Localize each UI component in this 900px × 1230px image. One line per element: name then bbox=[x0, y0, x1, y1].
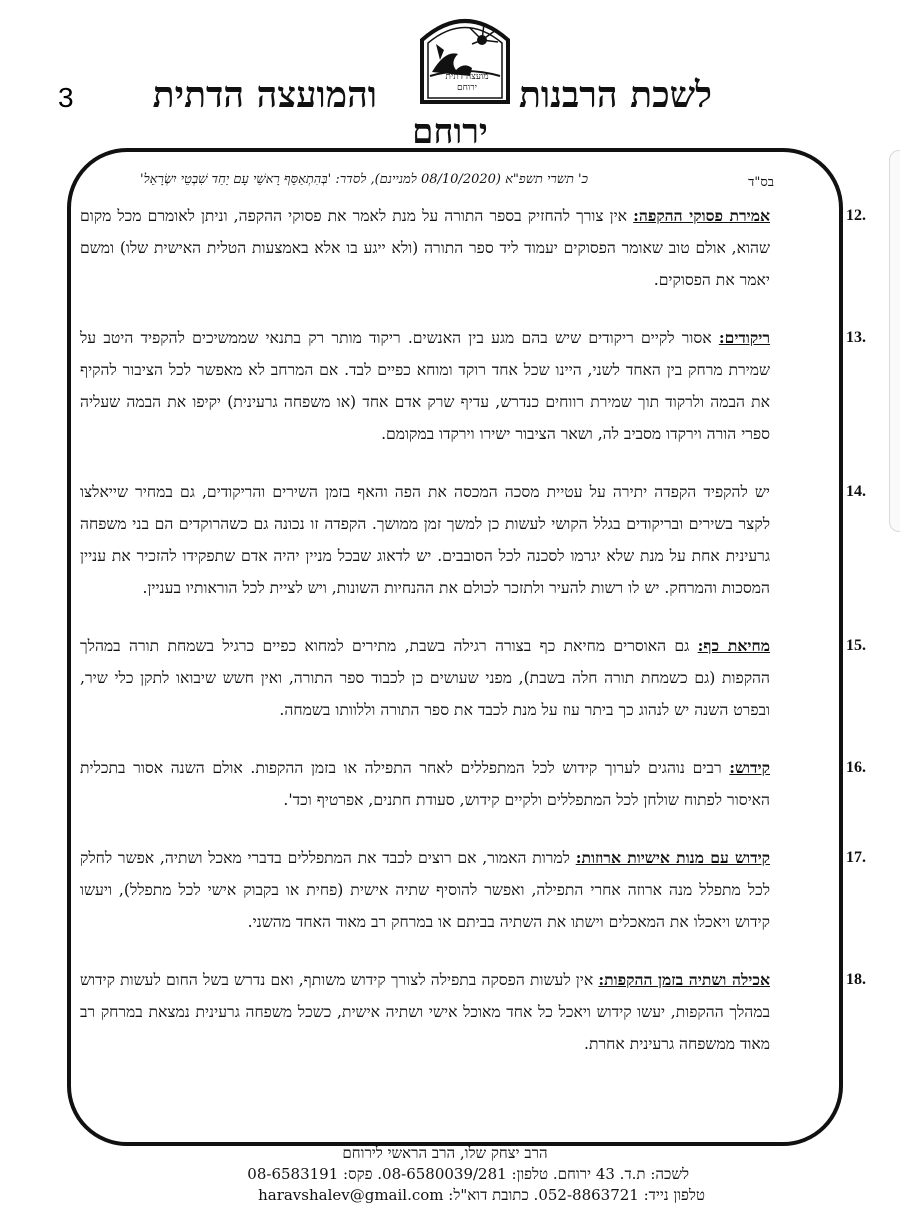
page-number: 3 bbox=[58, 82, 74, 113]
dateline: כ' תשרי תשפ"א (08/10/2020 למניינם), לסדר: 'בְּהִתְאַסֵּף רָאשֵׁי עָם יַחַד שִׁבְטֵי יִשְׂרָאֵל' bbox=[140, 172, 588, 187]
clause-text: למרות האמור, אם רוצים לכבד את המתפללים בדברי מאכל ושתיה, אפשר לחלק לכל מתפלל מנה ארוזה אחרי התפילה, ואפשר להוסיף שתיה אישית (פחית או בקבוק אישי לכל מתפלל), ויעשו קידוש ויאכלו את המאכלים וישתו את השתיה בביתם או במרחק רב מאוד האחד מהשני. bbox=[80, 849, 770, 931]
clause-text: אין צורך להחזיק בספר התורה על מנת לאמר את פסוקי ההקפה, וניתן לאומרם מכל מקום שהוא, אולם טוב שאומר הפסוקים יעמוד ליד ספר התורה (ולא ייגע בו אלא באמצעות הטלית האישית שלו) ומשם יאמר את הפסוקים. bbox=[80, 207, 770, 289]
letterhead-title-left: והמועצה הדתית bbox=[152, 74, 377, 116]
clause-text: גם האוסרים מחיאת כף בצורה רגילה בשבת, מתירים למחוא כפיים כרגיל בשמחת תורה במהלך ההקפות (גם כשמחת תורה חלה בשבת), מפני שעושים כן לכבוד ספר התורה, ואין חשש שיבואו לתקן כלי שיר, ובפרט השנה יש לנהוג כך ביתר עוז על מנת לכבד את ספר התורה וללוותו בשמחה. bbox=[80, 637, 770, 719]
footer-signature: הרב יצחק שלו, הרב הראשי לירוחם bbox=[342, 1144, 548, 1162]
clause-17 bbox=[80, 842, 866, 938]
clause-number: 15. bbox=[846, 637, 866, 654]
council-emblem-icon bbox=[410, 10, 520, 110]
clause-18 bbox=[80, 964, 866, 1060]
clause-heading: מחיאת כף: bbox=[697, 636, 770, 655]
clause-heading: קידוש עם מנות אישיות ארוזות: bbox=[575, 848, 771, 867]
clause-heading: אמירת פסוקי ההקפה: bbox=[633, 206, 770, 225]
clause-heading: ריקודים: bbox=[718, 328, 770, 347]
clause-number: 12. bbox=[846, 207, 866, 224]
clause-text: רבים נוהגים לערוך קידוש לכל המתפללים לאחר התפילה או בזמן ההקפות. אולם השנה אסור בתכלית האיסור לפתוח שולחן לכל המתפללים ולקיים קידוש, סעודת חתנים, אפרטיף וכד'. bbox=[80, 759, 770, 809]
clause-text: אין לעשות הפסקה בתפילה לצורך קידוש משותף, ואם נדרש בשל החום לעשות קידוש במהלך ההקפות, יעשו קידוש ויאכל כל אחד מאוכל אישי ושתיה אישית, כשכל משפחה גרעינית נמצאת במרחק רב מאוד ממשפחה גרעינית אחרת. bbox=[80, 971, 770, 1053]
letterhead-city: ירוחם bbox=[412, 112, 488, 152]
clause-number: 16. bbox=[846, 759, 866, 776]
letterhead-title-right: לשכת הרבנות bbox=[518, 74, 712, 116]
clause-12 bbox=[80, 200, 866, 296]
clause-number: 18. bbox=[846, 971, 866, 988]
scrollbar[interactable] bbox=[889, 150, 900, 532]
clause-number: 17. bbox=[846, 849, 866, 866]
clause-14 bbox=[80, 476, 866, 604]
bsd-mark: בס"ד bbox=[748, 175, 774, 190]
clause-heading: קידוש: bbox=[729, 758, 770, 777]
clause-heading: אכילה ושתיה בזמן ההקפות: bbox=[598, 970, 770, 989]
footer bbox=[185, 1143, 705, 1206]
clause-text: יש להקפיד הקפדה יתירה על עטיית מסכה המכסה את הפה והאף בזמן השירים והריקודים, גם במחיר שייאלצו לקצר בשירים ובריקודים בגלל הקושי לעשות כן למשך זמן ממושך. הקפדה זו נכונה גם כשהרוקדים הם בני משפחה גרעינית אחת על מנת שלא יגרמו לסכנה לכל הסובבים. יש לדאוג שבכל מניין יהיה אדם שתפקידו להזכיר את עניין המסכות והמרחק. יש לו רשות להעיר ולתזכר לכולם את ההנחיות השונות, ויש לציית לכל הוראותיו בעניין. bbox=[80, 483, 770, 597]
clause-number: 14. bbox=[846, 483, 866, 500]
emblem-text: מועצה דתית ירוחם bbox=[445, 72, 489, 93]
clause-15 bbox=[80, 630, 866, 726]
footer-office: לשכה: ת.ד. 43 ירוחם. טלפון: 08-6580039/281. פקס: 08-6583191 bbox=[247, 1165, 689, 1183]
clause-13 bbox=[80, 322, 866, 450]
clause-16 bbox=[80, 752, 866, 816]
clause-text: אסור לקיים ריקודים שיש בהם מגע בין האנשים. ריקוד מותר רק בתנאי שממשיכים להקפיד היטב על שמירת מרחק בין האחד לשני, היינו שכל אחד רוקד ומוחא כפיים לבד. אם המרחב לא מאפשר לכל הציבור להקיף את הבמה ולרקוד תוך שמירת רווחים כנדרש, עדיף שרק אדם אחד (או משפחה גרעינית) יקיפו את הבמה שעליה ספרי הורה וירקדו מסביב לה, ושאר הציבור ישירו וירקדו במקומם. bbox=[80, 329, 770, 443]
clause-number: 13. bbox=[846, 329, 866, 346]
footer-contact: טלפון נייד: 052-8863721. כתובת דוא"ל: haravshalev@gmail.com bbox=[258, 1186, 705, 1204]
clauses-list bbox=[80, 200, 866, 1086]
